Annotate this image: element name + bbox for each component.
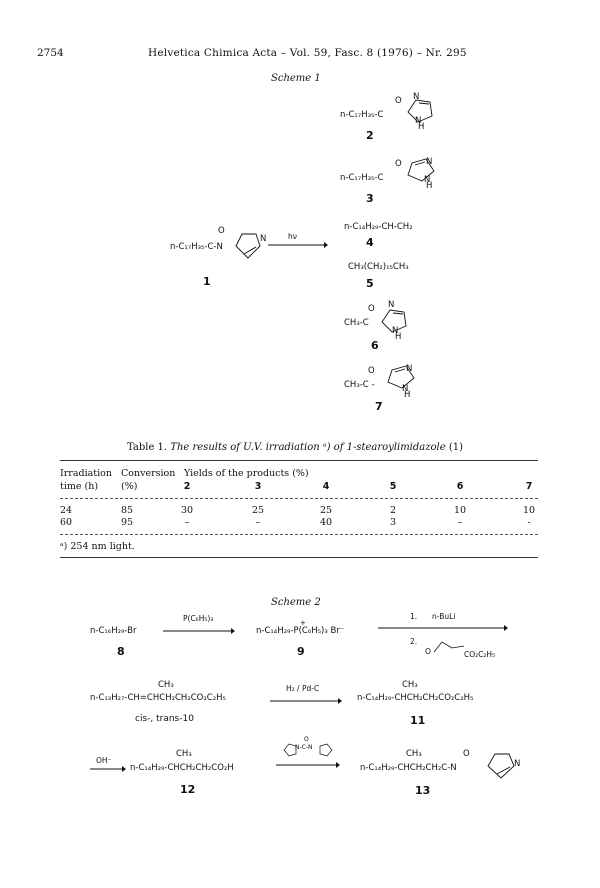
methyl-label: CH₃ bbox=[402, 680, 418, 690]
running-header: Helvetica Chimica Acta – Vol. 59, Fasc. 8 (1976) – Nr. 295 bbox=[148, 47, 467, 59]
arrow-right-icon bbox=[276, 762, 340, 768]
methyl-label: CH₃ bbox=[176, 749, 192, 759]
col-header-product: 6 bbox=[456, 481, 464, 492]
compound-number: 3 bbox=[366, 192, 374, 205]
col-header-conversion-unit: (%) bbox=[121, 481, 138, 492]
arrow-right-icon bbox=[163, 628, 235, 634]
carbonyl-label: O bbox=[463, 749, 470, 759]
col-header-irradiation-unit: time (h) bbox=[60, 481, 99, 492]
compound-number: 5 bbox=[366, 277, 374, 290]
col-header-product: 4 bbox=[322, 481, 330, 492]
compound-1: n-C₁₇H₃₅-C-N O N bbox=[170, 222, 280, 272]
compound-10-label: cis-, trans-10 bbox=[135, 714, 194, 724]
arrow-right-icon bbox=[378, 625, 508, 631]
compound-3: n-C₁₇H₃₅-C O N N H bbox=[340, 153, 460, 208]
compound-number: 9 bbox=[297, 645, 305, 658]
reaction-arrow: O N-C-N bbox=[276, 736, 340, 772]
reaction-arrow: H₂ / Pd-C bbox=[270, 684, 342, 706]
compound-12-formula: n-C₁₄H₂₉-CHCH₂CH₂CO₂H bbox=[130, 763, 234, 773]
compound-5-formula: CH₃(CH₂)₁₅CH₃ bbox=[348, 262, 409, 272]
arrow-right-icon bbox=[270, 698, 342, 704]
table-header-rule bbox=[60, 498, 538, 499]
page-number: 2754 bbox=[37, 47, 64, 59]
table-footer-rule bbox=[60, 534, 538, 535]
compound-4-formula: n-C₁₄H₂₉-CH-CH₂ bbox=[344, 222, 413, 232]
methyl-label: CH₃ bbox=[406, 749, 422, 759]
compound-7: CH₃-C - O N N H bbox=[344, 360, 464, 410]
compound-number: 8 bbox=[117, 645, 125, 658]
compound-11-formula: n-C₁₄H₂₉-CHCH₂CH₂CO₂C₂H₅ bbox=[357, 693, 474, 703]
compound-2: n-C₁₇H₃₅-C O N N H bbox=[340, 88, 460, 143]
col-header-product: 5 bbox=[389, 481, 397, 492]
table-1-caption: Table 1. The results of U.V. irradiation ᵃ) of 1-stearoylimidazole (1) bbox=[127, 442, 464, 453]
col-header-conversion: Conversion bbox=[121, 468, 176, 479]
phosphonium-charge: + bbox=[300, 619, 306, 627]
compound-number: 6 bbox=[371, 339, 379, 352]
reaction-arrow: OH⁻ bbox=[90, 756, 126, 778]
col-header-product: 3 bbox=[254, 481, 262, 492]
compound-number: 12 bbox=[180, 783, 196, 796]
imidazole-ring-icon bbox=[402, 153, 442, 193]
col-header-product: 2 bbox=[183, 481, 191, 492]
compound-6: CH₃-C O N N H bbox=[344, 296, 464, 346]
compound-number: 13 bbox=[415, 784, 431, 797]
table-footnote: ᵃ) 254 nm light. bbox=[60, 541, 135, 552]
col-header-product: 7 bbox=[525, 481, 533, 492]
methyl-label: CH₃ bbox=[158, 680, 174, 690]
compound-9-formula: n-C₁₄H₂₉-P(C₆H₅)₃ Br⁻ bbox=[256, 626, 345, 636]
reaction-arrow: P(C₆H₅)₃ bbox=[163, 614, 235, 636]
reaction-arrow: 1. n-BuLi 2. O CO₂C₂H₅ bbox=[378, 612, 508, 660]
arrow-right-icon bbox=[90, 766, 126, 772]
compound-number: 2 bbox=[366, 129, 374, 142]
compound-number: 1 bbox=[203, 275, 211, 288]
scheme-2-title: Scheme 2 bbox=[271, 597, 321, 608]
acrylate-chain-icon bbox=[430, 638, 466, 654]
col-header-irradiation: Irradiation bbox=[60, 468, 112, 479]
col-header-yields: Yields of the products (%) bbox=[184, 468, 309, 479]
ring-nitrogen-label: N bbox=[514, 759, 521, 769]
compound-10-formula: n-C₁₃H₂₇-CH=CHCH₂CH₂CO₂C₂H₅ bbox=[90, 693, 226, 703]
compound-number: 4 bbox=[366, 236, 374, 249]
table-top-rule bbox=[60, 460, 538, 461]
scheme-1-title: Scheme 1 bbox=[271, 73, 321, 84]
compound-13-formula: n-C₁₄H₂₉-CHCH₂CH₂C-N bbox=[360, 763, 457, 773]
compound-number: 7 bbox=[375, 400, 383, 413]
table-bottom-rule bbox=[60, 557, 538, 558]
reaction-arrow: hν bbox=[268, 232, 328, 252]
arrow-right-icon bbox=[268, 242, 328, 248]
compound-number: 11 bbox=[410, 714, 426, 727]
compound-8-formula: n-C₁₆H₂₉-Br bbox=[90, 626, 137, 636]
imidazole-ring-icon bbox=[382, 360, 422, 400]
